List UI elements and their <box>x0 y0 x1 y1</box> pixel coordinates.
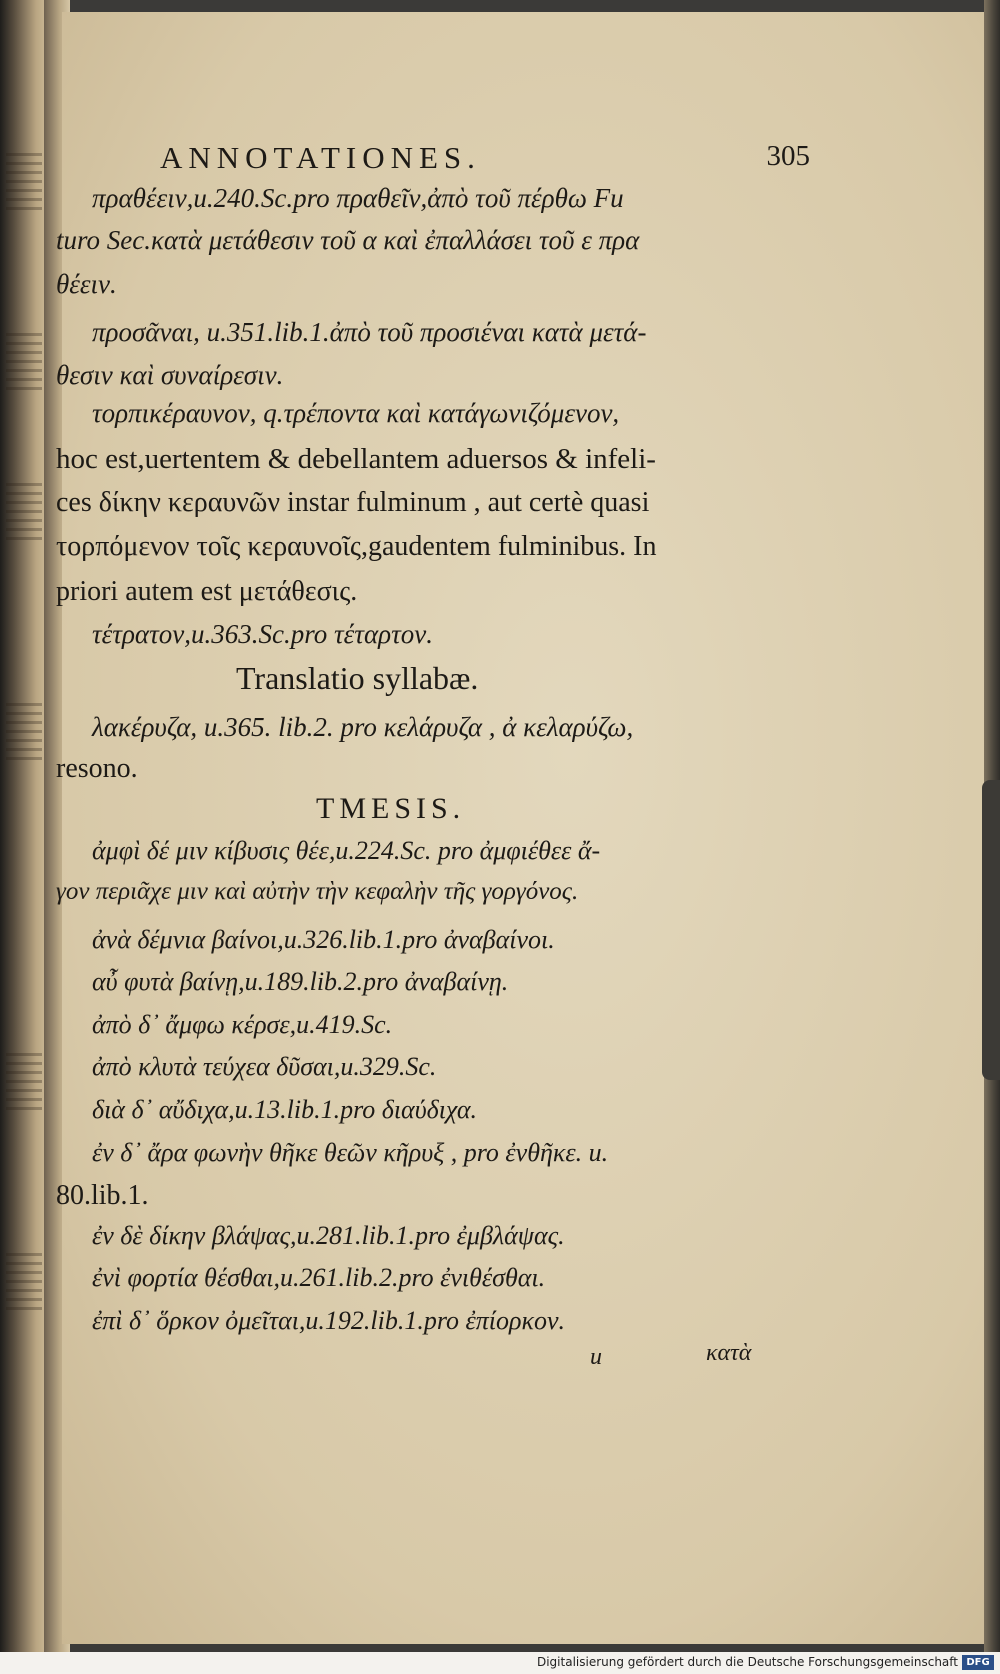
text-line: ἐν δ᾽ ἄρα φωνὴν θῆκε θεῶν κῆρυξ , pro ἐνθῆκε. u. <box>92 1138 609 1167</box>
text-line: ἐπὶ δ᾽ ὅρκον ὀμεῖται,u.192.lib.1.pro ἐπίορκον. <box>92 1306 566 1335</box>
digitization-footer <box>0 1652 1000 1674</box>
text-line: πραθέειν,u.240.Sc.pro πραθεῖν,ἀπὸ τοῦ πέρθω Fu <box>92 183 624 213</box>
text-line: γον περιᾶχε μιν καὶ αὐτὴν τὴν κεφαλὴν τῆς γοργόνος. <box>56 878 579 905</box>
digitization-note: Digitalisierung gefördert durch die Deutsche Forschungsgemeinschaft <box>536 1655 958 1669</box>
facing-page-text-fragment <box>6 480 42 540</box>
facing-page-edge <box>0 0 48 1652</box>
text-line: θέειν. <box>56 269 117 299</box>
text-line: θεσιν καὶ συναίρεσιν. <box>56 360 284 390</box>
facing-page-text-fragment <box>6 1050 42 1110</box>
text-line: hoc est,uertentem & debellantem aduersos & infeli- <box>56 443 656 475</box>
book-page <box>62 12 988 1644</box>
text-line: διὰ δ᾽ αὔδιχα,u.13.lib.1.pro διαύδιχα. <box>92 1095 477 1124</box>
book-clasp <box>982 780 1000 1080</box>
text-line: priori autem est μετάθεσις. <box>56 576 358 607</box>
text-line: ces δίκην κεραυνῶν instar fulminum , aut certè quasi <box>56 487 650 518</box>
text-line: 80.lib.1. <box>56 1180 149 1211</box>
text-line: ἀπὸ κλυτὰ τεύχεα δῦσαι,u.329.Sc. <box>92 1052 437 1081</box>
section-heading-tmesis: TMESIS. <box>316 792 466 825</box>
facing-page-text-fragment <box>6 1250 42 1310</box>
text-line: turo Sec.κατὰ μετάθεσιν τοῦ α καὶ ἐπαλλάσει τοῦ ε πρα <box>56 225 640 255</box>
text-line: ἐνὶ φορτία θέσθαι,u.261.lib.2.pro ἐνιθέσθαι. <box>92 1263 546 1292</box>
text-line: resono. <box>56 753 138 784</box>
dfg-logo-icon: DFG <box>962 1655 994 1670</box>
facing-page-text-fragment <box>6 330 42 390</box>
facing-page-text-fragment <box>6 150 42 210</box>
section-heading-translatio: Translatio syllabæ. <box>236 660 479 696</box>
text-line: ἀμφὶ δέ μιν κίβυσις θέε,u.224.Sc. pro ἀμφιέθεε ἄ- <box>92 836 601 865</box>
text-line: προσᾶναι, u.351.lib.1.ἀπὸ τοῦ προσιέναι κατὰ μετά- <box>92 317 647 347</box>
text-line: τορπικέραυνον, q.τρέποντα καὶ κατάγωνιζόμενον, <box>92 398 620 428</box>
text-line: ἐν δὲ δίκην βλάψας,u.281.lib.1.pro ἐμβλάψας. <box>92 1221 565 1250</box>
text-line: αὖ φυτὰ βαίνῃ,u.189.lib.2.pro ἀναβαίνῃ. <box>92 967 509 996</box>
text-line: ἀπὸ δ᾽ ἄμφω κέρσε,u.419.Sc. <box>92 1010 393 1039</box>
page-number: 305 <box>766 140 810 172</box>
running-head <box>160 140 810 180</box>
text-line: λακέρυζα, u.365. lib.2. pro κελάρυζα , ἀ κελαρύζω, <box>92 712 634 742</box>
text-line: τέτρατον,u.363.Sc.pro τέταρτον. <box>92 619 433 649</box>
running-head-title: ANNOTATIONES. <box>160 140 481 175</box>
signature-mark: u <box>590 1344 602 1370</box>
text-line: ἀνὰ δέμνια βαίνοι,u.326.lib.1.pro ἀναβαίνοι. <box>92 925 555 954</box>
facing-page-text-fragment <box>6 700 42 760</box>
text-line: τορπόμενον τοῖς κεραυνοῖς,gaudentem fulminibus. In <box>56 531 657 562</box>
catchword: κατὰ <box>706 1340 752 1366</box>
